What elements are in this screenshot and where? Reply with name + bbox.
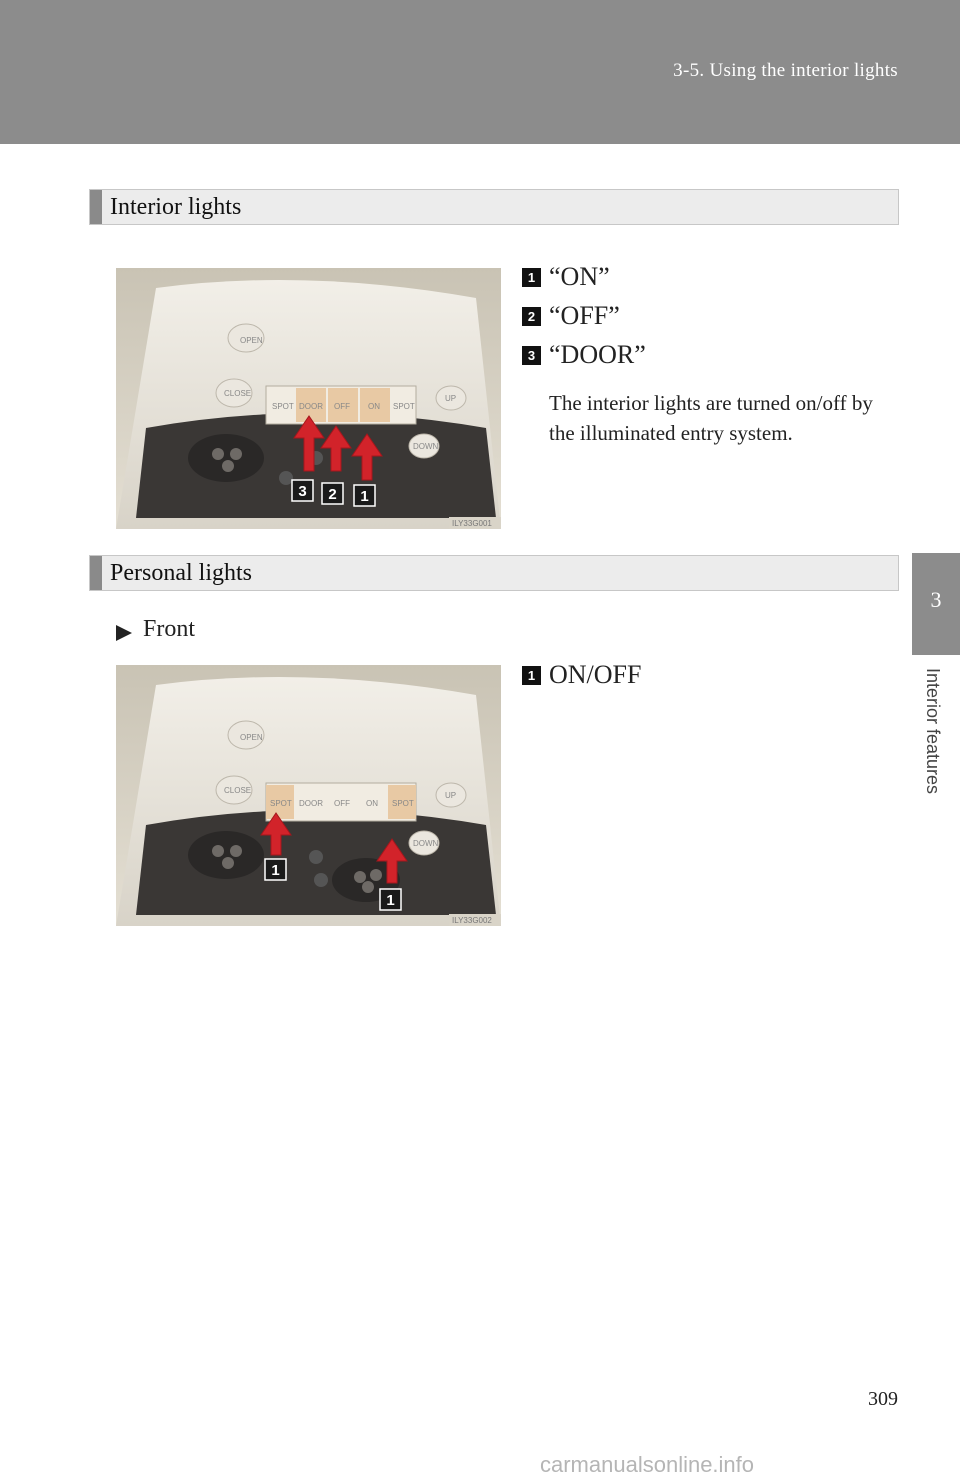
photo-label-open: OPEN — [240, 733, 263, 742]
item-number: 3 — [522, 346, 541, 365]
item-text: “DOOR” — [549, 340, 646, 369]
section-heading-label: Interior lights — [110, 194, 242, 220]
section-heading-bar — [90, 190, 102, 224]
photo-label-door: DOOR — [299, 402, 323, 411]
photo-label-spot-left: SPOT — [270, 799, 292, 808]
section-heading-bar — [90, 556, 102, 590]
photo-label-spot-left: SPOT — [272, 402, 294, 411]
interior-lights-photo — [116, 268, 501, 529]
section-heading-personal-lights — [89, 555, 899, 591]
header-title: 3-5. Using the interior lights — [673, 60, 898, 81]
callout-2: 2 — [328, 486, 337, 503]
chapter-tab — [912, 553, 960, 655]
photo-label-off: OFF — [334, 799, 350, 808]
photo-label-door: DOOR — [299, 799, 323, 808]
photo-label-up: UP — [445, 394, 457, 403]
item-text: “OFF” — [549, 301, 620, 330]
triangle-bullet-icon — [116, 625, 132, 641]
page-number: 309 — [868, 1388, 898, 1410]
photo-label-close: CLOSE — [224, 389, 252, 398]
image-code: ILY33G002 — [452, 916, 492, 925]
callout-1-right: 1 — [386, 892, 395, 909]
image-code: ILY33G001 — [452, 519, 492, 528]
photo-label-spot-right: SPOT — [392, 799, 414, 808]
door-description: The interior lights are turned on/off by the illuminated entry system. — [549, 391, 873, 445]
photo-label-down: DOWN — [413, 839, 439, 848]
item-number: 2 — [522, 307, 541, 326]
photo-label-on: ON — [366, 799, 378, 808]
photo-label-spot-right: SPOT — [393, 402, 415, 411]
item-text: ON/OFF — [549, 660, 642, 689]
chapter-number: 3 — [930, 587, 942, 612]
watermark: carmanualsonline.info — [540, 1452, 755, 1477]
callout-1-left: 1 — [271, 862, 280, 879]
section-heading-interior-lights — [89, 189, 899, 225]
photo-label-down: DOWN — [413, 442, 439, 451]
photo-label-up: UP — [445, 791, 457, 800]
page-header — [0, 0, 960, 144]
subheading-text: Front — [143, 616, 196, 642]
personal-lights-photo — [116, 665, 501, 926]
callout-1: 1 — [360, 488, 369, 505]
photo-label-on: ON — [368, 402, 380, 411]
photo-label-off: OFF — [334, 402, 350, 411]
chapter-label: Interior features — [923, 668, 943, 795]
photo-label-close: CLOSE — [224, 786, 252, 795]
item-number: 1 — [522, 666, 541, 685]
photo-label-open: OPEN — [240, 336, 263, 345]
section-heading-label: Personal lights — [110, 560, 252, 586]
item-text: “ON” — [549, 262, 610, 291]
callout-3: 3 — [298, 483, 307, 500]
item-number: 1 — [522, 268, 541, 287]
